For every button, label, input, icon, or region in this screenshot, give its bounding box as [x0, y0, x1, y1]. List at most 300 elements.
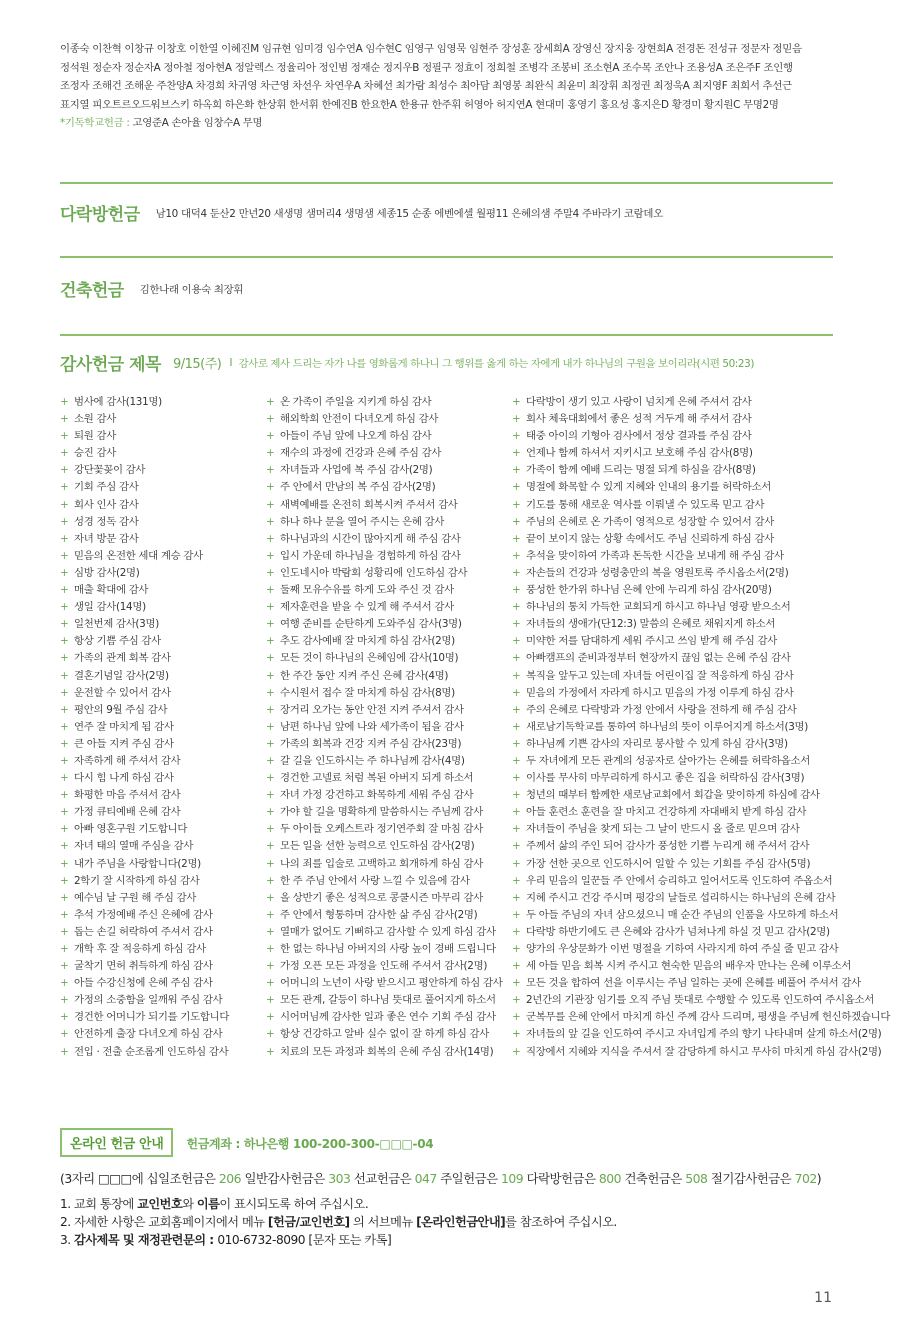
thanks-item-text: 가족의 회복과 건강 지켜 주심 감사(23명)	[280, 737, 462, 750]
thanks-item-text: 어머니의 노년이 사랑 받으시고 평안하게 하심 감사	[280, 977, 503, 990]
thanks-item-text: 양가의 우상문화가 이번 명절을 기하여 사라지게 하여 주실 줄 믿고 감사	[526, 943, 839, 955]
thanks-item	[60, 890, 229, 907]
thanks-item-text: 해외학회 안전이 다녀오게 하심 감사	[280, 413, 439, 426]
thanks-item	[512, 599, 890, 616]
plus-icon: +	[512, 789, 521, 802]
thanks-item-text: 미약한 저를 담대하게 세워 주시고 쓰임 받게 해 주심 감사	[526, 635, 777, 648]
thanks-item	[60, 582, 229, 599]
thanks-item	[266, 428, 503, 445]
plus-icon: +	[266, 584, 275, 597]
thanks-item	[512, 394, 890, 411]
thanks-item-text: 이사를 무사히 마무리하게 하시고 좋은 집을 허락하심 감사(3명)	[526, 772, 805, 785]
plus-icon: +	[266, 686, 275, 699]
plus-icon: +	[512, 601, 521, 614]
thanks-item-text: 평안의 9월 주심 감사	[74, 703, 168, 716]
plus-icon: +	[266, 447, 275, 460]
thanks-item	[512, 497, 890, 514]
thanks-item	[60, 394, 229, 411]
plus-icon: +	[266, 618, 275, 631]
thanks-item	[60, 975, 229, 992]
thanks-item	[266, 856, 503, 873]
thanks-item	[512, 514, 890, 531]
thanks-item-text: 올 상반기 좋은 성적으로 콩쿨시즌 마무리 감사	[280, 891, 484, 904]
thanks-item	[512, 685, 890, 702]
thanks-item-text: 하나님과의 시간이 많아지게 해 주심 감사	[280, 532, 461, 545]
thanks-item	[60, 873, 229, 890]
thanks-item	[60, 565, 229, 582]
plus-icon: +	[512, 430, 521, 443]
thanks-item-text: 하나님께 기쁜 감사의 자리로 봉사할 수 있게 하심 감사(3명)	[526, 737, 788, 750]
note-text: 3.	[60, 1233, 75, 1247]
thanks-item	[266, 821, 503, 838]
thanks-item-text: 수시원서 접수 잘 마치게 하심 감사(8명)	[280, 686, 455, 699]
plus-icon: +	[512, 686, 521, 699]
plus-icon: +	[512, 618, 521, 631]
plus-icon: +	[512, 481, 521, 494]
thanks-item-text: 복직을 앞두고 있는데 자녀들 어린이집 잘 적응하게 하심 감사	[526, 669, 794, 682]
thanks-item	[512, 736, 890, 753]
section-divider	[60, 182, 833, 184]
plus-icon: +	[266, 601, 275, 614]
thanks-item-text: 추도 감사예배 잘 마치게 하심 감사(2명)	[280, 635, 455, 648]
thanks-item	[512, 633, 890, 650]
plus-icon: +	[60, 994, 69, 1007]
plus-icon: +	[512, 857, 521, 870]
thanks-column-2	[266, 394, 503, 1061]
thanks-item	[60, 753, 229, 770]
thanks-item-text: 남편 하나님 앞에 나와 세가족이 됨을 감사	[280, 720, 464, 733]
note-text: 1. 교회 통장에	[60, 1197, 138, 1211]
note-text: 2. 자세한 사항은 교회홈페이지에서 메뉴	[60, 1215, 268, 1229]
thanks-item	[512, 1026, 890, 1043]
thanks-item-text: 기도를 통해 새로운 역사를 이뤄낼 수 있도록 믿고 감사	[526, 498, 765, 511]
plus-icon: +	[266, 857, 275, 870]
plus-icon: +	[512, 994, 521, 1007]
offering-codes	[60, 1169, 840, 1187]
building-title: 건축헌금	[60, 281, 124, 301]
thanks-item-text: 명절에 화목할 수 있게 지혜와 인내의 용기를 허락하소서	[526, 481, 771, 494]
thanks-item-text: 재수의 과정에 건강과 은혜 주심 감사	[280, 447, 442, 460]
thanks-item-text: 2학기 잘 시작하게 하심 감사	[74, 874, 200, 887]
plus-icon: +	[60, 857, 69, 870]
plus-icon: +	[512, 943, 521, 955]
thanks-item-text: 제자훈련을 받을 수 있게 해 주셔서 감사	[280, 601, 454, 614]
note-3	[60, 1231, 840, 1249]
thanks-item-text: 가정 오픈 모든 과정을 인도해 주셔서 감사(2명)	[280, 960, 488, 973]
plus-icon: +	[60, 908, 69, 921]
thanks-item	[266, 565, 503, 582]
plus-icon: +	[60, 840, 69, 853]
thanks-item	[60, 1009, 229, 1026]
note-2	[60, 1213, 840, 1231]
thanks-item	[266, 462, 503, 479]
plus-icon: +	[60, 754, 69, 767]
note-bold: [온라인헌금안내]	[416, 1215, 506, 1229]
thanks-item-text: 믿음의 온전한 세대 계승 감사	[74, 549, 203, 562]
thanks-item-text: 가족이 함께 예배 드리는 명절 되게 하심을 감사(8명)	[526, 464, 756, 477]
thanks-item	[266, 548, 503, 565]
thanks-item	[266, 1044, 503, 1061]
thanks-item	[266, 975, 503, 992]
plus-icon: +	[266, 1011, 275, 1024]
plus-icon: +	[60, 481, 69, 494]
thanks-item-text: 장거리 오가는 동안 안전 지켜 주셔서 감사	[280, 703, 464, 716]
plus-icon: +	[60, 943, 69, 955]
thanks-item-text: 나의 죄를 입술로 고백하고 회개하게 하심 감사	[280, 857, 484, 870]
thanks-item-text: 가정의 소중함을 일깨워 주심 감사	[74, 994, 223, 1007]
thanks-item	[60, 428, 229, 445]
names-line: 이종숙 이찬혁 이창규 이창호 이한열 이혜진M 임규현 임미경 임수연A 임수현C 임영구 임영묵 임현주 장성훈 장세희A 장영신 장지웅 장현희A 전경돈 전성규 정문자 정믿음	[60, 43, 802, 55]
thanks-item	[266, 838, 503, 855]
code-building: 508	[685, 1171, 708, 1186]
plus-icon: +	[60, 396, 69, 408]
plus-icon: +	[512, 413, 521, 426]
thanks-item-text: 결혼기념일 감사(2명)	[74, 669, 169, 682]
plus-icon: +	[512, 772, 521, 785]
thanks-item-text: 인도네시아 박람회 성황리에 인도하심 감사	[280, 566, 468, 579]
thanks-item	[60, 736, 229, 753]
thanks-item	[266, 719, 503, 736]
thanks-item	[266, 531, 503, 548]
plus-icon: +	[512, 652, 521, 665]
plus-icon: +	[60, 669, 69, 682]
thanks-item-text: 지혜 주시고 건강 주시며 평강의 날들로 섭리하시는 하나님의 은혜 감사	[526, 891, 836, 904]
thanks-item-text: 항상 건강하고 알바 실수 없이 잘 하게 하심 감사	[280, 1028, 490, 1041]
plus-icon: +	[266, 498, 275, 511]
thanks-item	[60, 479, 229, 496]
thanks-item	[60, 445, 229, 462]
plus-icon: +	[266, 396, 275, 408]
plus-icon: +	[266, 823, 275, 836]
thanks-item	[60, 907, 229, 924]
thanks-item-text: 강단꽃꽂이 감사	[74, 464, 146, 477]
thanks-item	[266, 1026, 503, 1043]
plus-icon: +	[266, 754, 275, 767]
thanks-item-text: 매출 확대에 감사	[74, 584, 149, 597]
thanks-item	[60, 411, 229, 428]
plus-icon: +	[60, 430, 69, 443]
darakbang-title: 다락방헌금	[60, 205, 140, 225]
plus-icon: +	[512, 515, 521, 528]
thanks-item-text: 자녀 가정 강건하고 화목하게 세워 주심 감사	[280, 789, 474, 802]
thanks-item-text: 하나님의 통치 가득한 교회되게 하시고 하나님 영광 받으소서	[526, 601, 791, 614]
thanks-item	[512, 445, 890, 462]
thanks-item-text: 가야 할 길을 명확하게 말씀하시는 주님께 감사	[280, 806, 484, 819]
thanks-item-text: 2년간의 기관장 임기를 오직 주님 뜻대로 수행할 수 있도록 인도하여 주시옵소서	[526, 994, 874, 1007]
thanks-item-text: 주님의 은혜로 온 가족이 영적으로 성장할 수 있어서 감사	[526, 515, 774, 528]
plus-icon: +	[60, 498, 69, 511]
thanks-item-text: 둘째 모유수유를 하게 도와 주신 것 감사	[280, 584, 454, 597]
thanks-item	[60, 462, 229, 479]
plus-icon: +	[266, 737, 275, 750]
plus-icon: +	[60, 703, 69, 716]
thanks-item-text: 온 가족이 주일을 지키게 하심 감사	[280, 396, 432, 408]
plus-icon: +	[60, 601, 69, 614]
thanks-item	[512, 992, 890, 1009]
thanks-item-text: 주께서 삶의 주인 되어 감사가 풍성한 기쁨 누리게 해 주셔서 감사	[526, 840, 810, 853]
plus-icon: +	[266, 772, 275, 785]
plus-icon: +	[60, 720, 69, 733]
donor-names-block	[60, 40, 850, 133]
plus-icon: +	[512, 396, 521, 408]
plus-icon: +	[512, 669, 521, 682]
thanks-item-text: 믿음의 가정에서 자라게 하시고 믿음의 가정 이루게 하심 감사	[526, 686, 794, 699]
thanks-item	[266, 873, 503, 890]
thanks-item-text: 큰 아들 지켜 주심 감사	[74, 737, 174, 750]
plus-icon: +	[266, 635, 275, 648]
thanks-item-text: 여행 준비를 순탄하게 도와주심 감사(3명)	[280, 618, 462, 631]
plus-icon: +	[266, 481, 275, 494]
thanks-item-text: 승진 감사	[74, 447, 116, 460]
thanks-item	[512, 907, 890, 924]
note-bold: 감사제목 및 재정관련문의 :	[74, 1233, 218, 1247]
thanks-item	[266, 907, 503, 924]
thanks-item	[266, 941, 503, 958]
plus-icon: +	[60, 618, 69, 631]
thanks-item-text: 자녀 태의 열매 주심을 감사	[74, 840, 194, 853]
page-number: 11	[814, 1290, 832, 1306]
thanks-item-text: 한 없는 하나님 아버지의 사랑 높이 경배 드립니다	[280, 943, 496, 955]
thanks-item	[266, 479, 503, 496]
plus-icon: +	[60, 515, 69, 528]
note-bold: [헌금/교인번호]	[267, 1215, 350, 1229]
thanks-item-text: 가정 큐티예배 은혜 감사	[74, 806, 181, 819]
thanks-item-text: 운전할 수 있어서 감사	[74, 686, 171, 699]
thanks-item	[266, 650, 503, 667]
thanks-item-text: 모든 일을 선한 능력으로 인도하심 감사(2명)	[280, 840, 475, 853]
thanks-item	[60, 1044, 229, 1061]
thanks-item-text: 개학 후 잘 적응하게 하심 감사	[74, 943, 206, 955]
thanks-item	[266, 633, 503, 650]
plus-icon: +	[512, 549, 521, 562]
thanks-item	[266, 787, 503, 804]
plus-icon: +	[512, 806, 521, 819]
plus-icon: +	[512, 977, 521, 990]
thanks-item	[266, 411, 503, 428]
thanks-item-text: 아들 훈련소 훈련을 잘 마치고 건강하게 자대배치 받게 하심 감사	[526, 806, 807, 819]
thanks-item	[60, 770, 229, 787]
thanks-item-text: 한 주간 동안 지켜 주신 은혜 감사(4명)	[280, 669, 449, 682]
building-section	[60, 276, 243, 301]
plus-icon: +	[266, 840, 275, 853]
note-1	[60, 1195, 840, 1213]
thanks-item-text: 풍성한 한가위 하나님 은혜 안에 누리게 하심 감사(20명)	[526, 584, 772, 597]
plus-icon: +	[266, 703, 275, 716]
thanks-column-3	[512, 394, 890, 1061]
thanks-item	[512, 821, 890, 838]
thanks-item	[266, 958, 503, 975]
thanks-item-text: 두 아들 주님의 자녀 삼으셨으니 매 순간 주님의 인품을 사모하게 하소서	[526, 908, 839, 921]
thanks-item	[60, 685, 229, 702]
thanks-item-text: 퇴원 감사	[74, 430, 116, 443]
thanks-section-header	[60, 350, 754, 375]
plus-icon: +	[60, 874, 69, 887]
plus-icon: +	[60, 464, 69, 477]
thanks-item	[60, 633, 229, 650]
thanks-item-text: 추석 가정예배 주신 은혜에 감사	[74, 908, 213, 921]
thanks-item-text: 가장 선한 곳으로 인도하시어 일할 수 있는 기회를 주심 감사(5명)	[526, 857, 811, 870]
plus-icon: +	[266, 515, 275, 528]
plus-icon: +	[266, 994, 275, 1007]
thanks-item-text: 모든 것이 하나님의 은혜임에 감사(10명)	[280, 652, 459, 665]
thanks-item	[60, 856, 229, 873]
thanks-item	[266, 753, 503, 770]
plus-icon: +	[512, 464, 521, 477]
plus-icon: +	[60, 584, 69, 597]
plus-icon: +	[512, 584, 521, 597]
thanks-item-text: 회사 체육대회에서 좋은 성적 거두게 해 주셔서 감사	[526, 413, 752, 426]
thanks-item	[266, 445, 503, 462]
thanks-item-text: 자녀들이 주님을 찾게 되는 그 날이 반드시 올 줄로 믿으며 감사	[526, 823, 800, 836]
plus-icon: +	[266, 532, 275, 545]
thanks-item-text: 연주 잘 마치게 됨 감사	[74, 720, 174, 733]
thanks-item-text: 경건한 고넬료 처럼 복된 아버지 되게 하소서	[280, 772, 474, 785]
plus-icon: +	[60, 652, 69, 665]
memorial-line	[60, 114, 850, 133]
thanks-item-text: 아들 수강신청에 은혜 주심 감사	[74, 977, 213, 990]
thanks-item	[512, 411, 890, 428]
thanks-item	[60, 548, 229, 565]
thanks-item-text: 자녀들의 생애가(단12:3) 말씀의 은혜로 채워지게 하소서	[526, 618, 776, 631]
thanks-item	[60, 514, 229, 531]
plus-icon: +	[60, 635, 69, 648]
thanks-item	[512, 924, 890, 941]
thanks-item	[60, 599, 229, 616]
thanks-item	[512, 753, 890, 770]
thanks-item	[512, 890, 890, 907]
thanks-item	[60, 719, 229, 736]
thanks-item-text: 아빠 영혼구원 기도합니다	[74, 823, 188, 836]
thanks-item-text: 경건한 어머니가 되기를 기도합니다	[74, 1011, 230, 1024]
thanks-item-text: 자녀들의 앞 길을 인도하여 주시고 자녀입게 주의 향기 나타내며 살게 하소서(2명)	[526, 1028, 882, 1041]
thanks-item	[512, 548, 890, 565]
online-offering-label: 온라인 헌금 안내	[60, 1128, 173, 1157]
thanks-item	[60, 838, 229, 855]
plus-icon: +	[60, 806, 69, 819]
thanks-item-text: 주 안에서 만남의 복 주심 감사(2명)	[280, 481, 436, 494]
thanks-item	[60, 924, 229, 941]
thanks-item	[512, 856, 890, 873]
thanks-item	[60, 497, 229, 514]
thanks-item-text: 모든 관계, 갈등이 하나님 뜻대로 풀어지게 하소서	[280, 994, 496, 1007]
contact-number: 010-6732-8090 [문자 또는 카톡]	[217, 1233, 392, 1247]
thanks-item	[60, 616, 229, 633]
thanks-item-text: 끝이 보이지 않는 상황 속에서도 주님 신뢰하게 하심 감사	[526, 532, 774, 545]
section-divider	[60, 256, 833, 258]
thanks-item-text: 하나 하나 문을 열어 주시는 은혜 감사	[280, 515, 445, 528]
plus-icon: +	[512, 498, 521, 511]
thanks-item	[266, 497, 503, 514]
plus-icon: +	[60, 413, 69, 426]
plus-icon: +	[266, 789, 275, 802]
thanks-item	[60, 804, 229, 821]
thanks-item-text: 언제나 함께 하셔서 지키시고 보호해 주심 감사(8명)	[526, 447, 753, 460]
thanks-item-text: 주의 은혜로 다락방과 가정 안에서 사랑을 전하게 해 주심 감사	[526, 703, 797, 716]
names-line: 정석원 정순자 정순자A 정아철 정아현A 정알렉스 정율리아 정인범 정재순 정지우B 정필구 정효이 정희철 조병각 조봉비 조소현A 조수목 조안나 조용성A 조은주F 조인행	[60, 61, 793, 74]
codes-text: 건축헌금은	[621, 1171, 686, 1186]
plus-icon: +	[512, 1028, 521, 1041]
thanks-item	[512, 479, 890, 496]
plus-icon: +	[60, 977, 69, 990]
plus-icon: +	[512, 703, 521, 716]
thanks-item-text: 직장에서 지혜와 지식을 주셔서 잘 감당하게 하시고 무사히 마치게 하심 감사(2명)	[526, 1045, 882, 1058]
thanks-item-text: 주 안에서 형통하며 감사한 삶 주심 감사(2명)	[280, 908, 478, 921]
building-names: 김한나래 이용숙 최장휘	[139, 284, 244, 296]
thanks-item	[512, 838, 890, 855]
thanks-title: 감사헌금 제목	[60, 355, 161, 375]
thanks-item-text: 소원 감사	[74, 413, 116, 426]
code-darakbang: 800	[598, 1171, 622, 1186]
plus-icon: +	[512, 840, 521, 853]
plus-icon: +	[60, 960, 69, 973]
thanks-item-text: 다시 힘 나게 하심 감사	[74, 772, 174, 785]
thanks-item	[512, 428, 890, 445]
thanks-item-text: 범사에 감사(131명)	[74, 396, 162, 408]
thanks-separator: I	[229, 356, 233, 369]
thanks-item-text: 화평한 마음 주셔서 감사	[74, 789, 181, 802]
thanks-item	[266, 514, 503, 531]
note-text: 와	[182, 1197, 197, 1211]
thanks-item	[512, 650, 890, 667]
plus-icon: +	[512, 1011, 521, 1024]
thanks-item-text: 자녀 방문 감사	[74, 532, 139, 545]
thanks-item-text: 두 자녀에게 모든 관계의 성공자로 살아가는 은혜를 허락하옵소서	[526, 754, 810, 767]
plus-icon: +	[60, 686, 69, 699]
code-thanks: 303	[328, 1171, 351, 1186]
thanks-item	[266, 770, 503, 787]
thanks-item	[512, 787, 890, 804]
thanks-item	[512, 770, 890, 787]
thanks-item	[512, 462, 890, 479]
codes-text: (3자리 □□□에 십일조헌금은	[60, 1171, 219, 1186]
names-line: 조정자 조해건 조해운 주찬양A 차경희 차귀영 차근영 차선우 차연우A 차혜선 최가람 최성수 최아담 최영봉 최완식 최윤미 최장휘 최정권 최정욱A 최지영F 최희서 추선근	[60, 80, 792, 93]
thanks-item	[266, 924, 503, 941]
thanks-item	[512, 975, 890, 992]
plus-icon: +	[512, 720, 521, 733]
names-line: 표지열 피오트르오드워브스키 하옥희 하은화 한상휘 한서휘 한예진B 한요한A 한용규 한주휘 허영아 허지연A 현대미 홍영기 홍요성 홍지은D 황경미 황지원C 무명2명	[60, 98, 779, 111]
plus-icon: +	[266, 1045, 275, 1058]
thanks-item	[512, 702, 890, 719]
thanks-item-text: 기회 주심 감사	[74, 481, 139, 494]
thanks-item	[266, 616, 503, 633]
thanks-item-text: 항상 기쁨 주심 감사	[74, 635, 161, 648]
thanks-item-text: 생일 감사(14명)	[74, 601, 146, 614]
note-text: 이 표시되도록 하여 주십시오.	[219, 1197, 369, 1211]
thanks-item-text: 새로남기독학교를 통하여 하나님의 뜻이 이루어지게 하소서(3명)	[526, 720, 809, 733]
thanks-item	[266, 804, 503, 821]
thanks-item-text: 아들이 주님 앞에 나오게 하심 감사	[280, 430, 432, 443]
thanks-item-text: 갈 길을 인도하시는 주 하나님께 감사(4명)	[280, 754, 465, 767]
thanks-item-text: 회사 인사 감사	[74, 498, 139, 511]
codes-text: 일반감사헌금은	[241, 1171, 329, 1186]
plus-icon: +	[266, 874, 275, 887]
thanks-item-text: 굴착기 면허 취득하게 하심 감사	[74, 960, 213, 973]
thanks-item	[512, 958, 890, 975]
thanks-item	[60, 650, 229, 667]
plus-icon: +	[266, 413, 275, 426]
memorial-label: *기독학교헌금 :	[60, 117, 133, 130]
plus-icon: +	[60, 789, 69, 802]
thanks-item	[512, 582, 890, 599]
plus-icon: +	[512, 874, 521, 887]
note-bold: 교인번호	[137, 1197, 183, 1211]
plus-icon: +	[266, 925, 275, 938]
thanks-item	[266, 702, 503, 719]
plus-icon: +	[60, 772, 69, 785]
note-bold: 이름	[196, 1197, 220, 1211]
plus-icon: +	[512, 1045, 521, 1058]
thanks-item	[512, 1009, 890, 1026]
